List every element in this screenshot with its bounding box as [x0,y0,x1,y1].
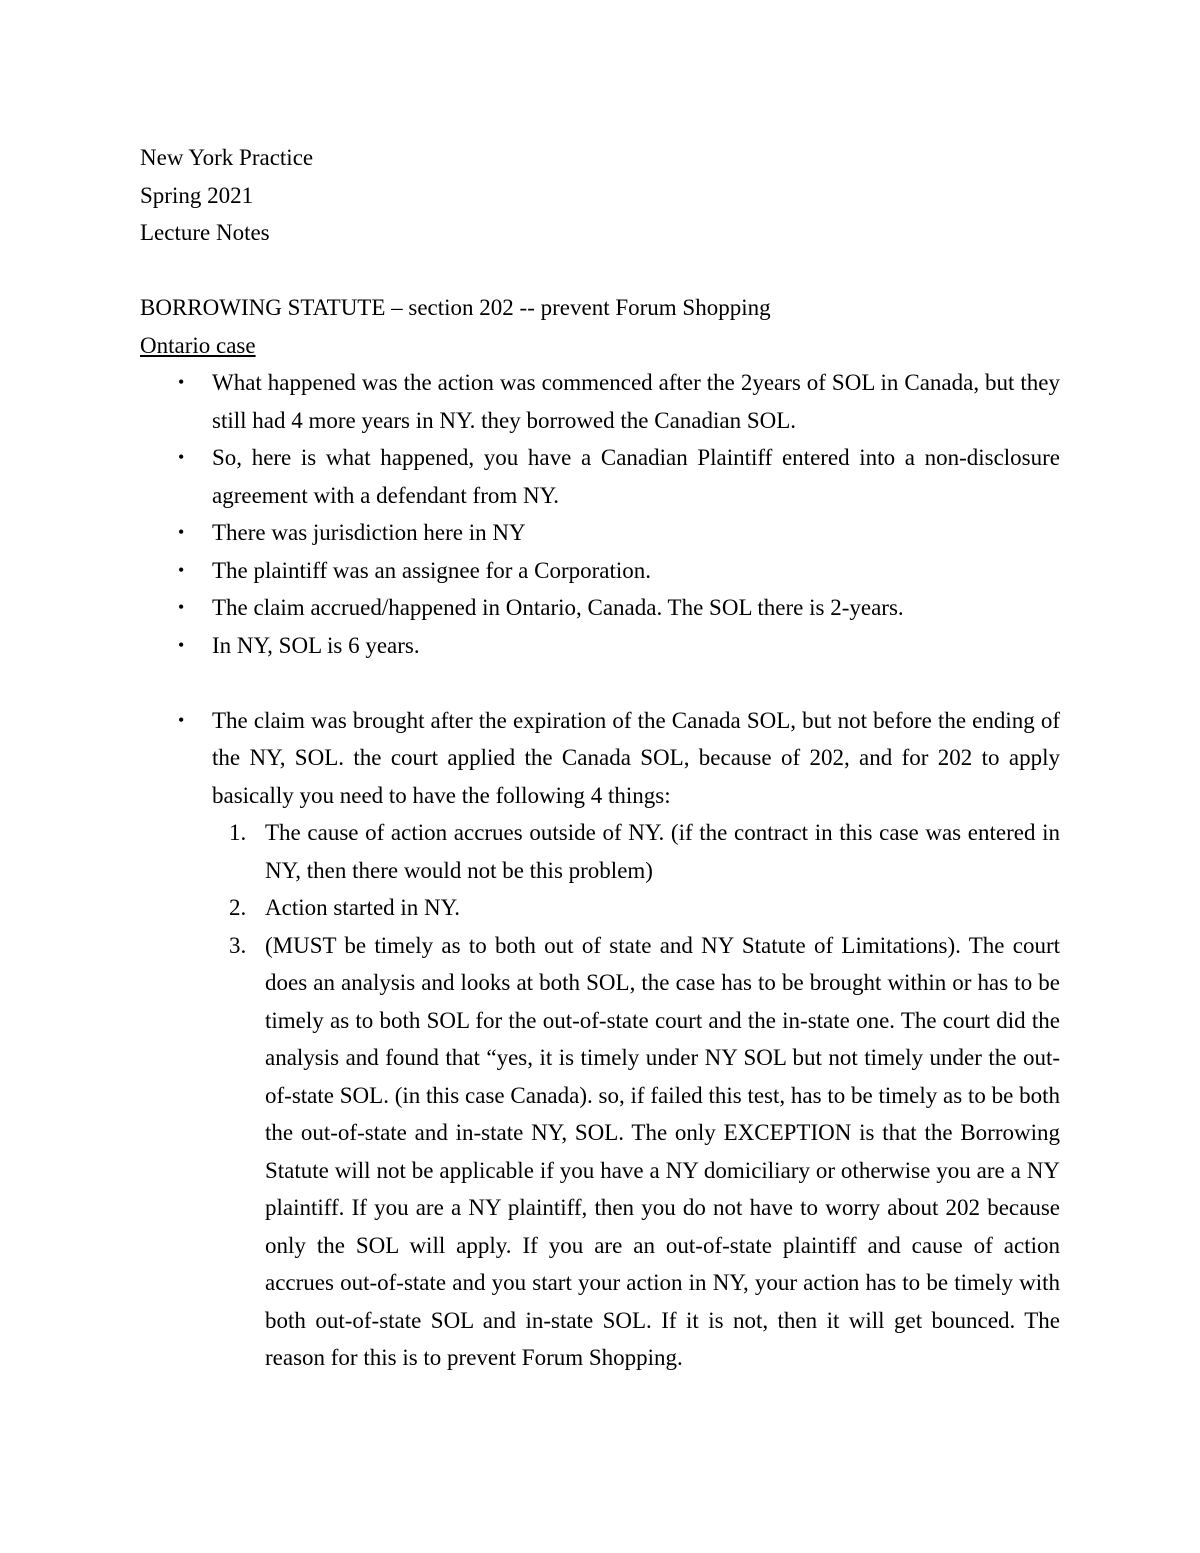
numbered-item [140,889,1060,927]
list-item [140,627,1060,665]
course-title: New York Practice [140,145,314,170]
bullet-text: The plaintiff was an assignee for a Corporation. [212,557,651,583]
list-item [140,702,1060,815]
bullet-text: The claim accrued/happened in Ontario, Canada. The SOL there is 2-years. [212,595,904,620]
bullet-text: In NY, SOL is 6 years. [212,632,420,658]
bullet-text: What happened was the action was commenced after the 2years of SOL in Canada, but they still had 4 more years in NY. they borrowed the Canadian SOL. [212,370,1060,433]
list-item [140,514,1060,552]
section-title: BORROWING STATUTE – section 202 -- prevent Forum Shopping [140,295,771,320]
list-item [140,589,1060,627]
bullet-list [140,364,1060,1377]
bullet-text: So, here is what happened, you have a Canadian Plaintiff entered into a non-disclosure agreement with a defendant from NY. [212,445,1060,508]
case-title: Ontario case [140,333,256,358]
item-text: (MUST be timely as to both out of state and NY Statute of Limitations). The court does an analysis and looks at both SOL, the case has to be brought within or has to be timely as to both SOL for the out-of-state court and the in-state one. The court did the analysis and found that “yes, it is timely under NY SOL but not timely under the out-of-state SOL. (in this case Canada). so, if failed this test, has to be timely as to be both the out-of-state and in-state NY, SOL. The only EXCEPTION is that the Borrowing Statute will not be applicable if you have a NY domiciliary or otherwise you are a NY plaintiff. If you are a NY plaintiff, then you do not have to worry about 202 because only the SOL will apply. If you are an out-of-state plaintiff and cause of action accrues out-of-state and you start your action in NY, your action has to be timely with both out-of-state SOL and in-state SOL. If it is not, then it will get bounced. The reason for this is to prevent Forum Shopping. [265,932,1060,1370]
item-text: The cause of action accrues outside of NY. (if the contract in this case was entered in NY, then there would not be this problem) [265,820,1060,883]
list-item [140,439,1060,514]
list-item [140,364,1060,439]
numbered-item [140,814,1060,889]
document-header [140,139,313,252]
bullet-glyph: • [178,634,185,655]
numbered-item [140,927,1060,1377]
bullet-glyph: • [178,709,185,730]
item-number: 3. [229,932,247,958]
document-type: Lecture Notes [140,220,270,245]
spacer [140,664,1060,702]
item-number: 1. [229,820,247,845]
item-text: Action started in NY. [265,895,461,920]
item-number: 2. [229,895,247,920]
bullet-text: There was jurisdiction here in NY [212,520,526,545]
bullet-glyph: • [178,559,185,580]
bullet-glyph: • [178,372,185,392]
list-item [140,552,1060,590]
bullet-glyph: • [178,522,185,542]
bullet-glyph: • [178,597,185,617]
bullet-glyph: • [178,447,185,467]
bullet-text: The claim was brought after the expiration of the Canada SOL, but not before the ending of the NY, SOL. the court applied the Canada SOL, because of 202, and for 202 to apply basically you need to have the following 4 things: [212,707,1060,808]
term: Spring 2021 [140,182,254,208]
